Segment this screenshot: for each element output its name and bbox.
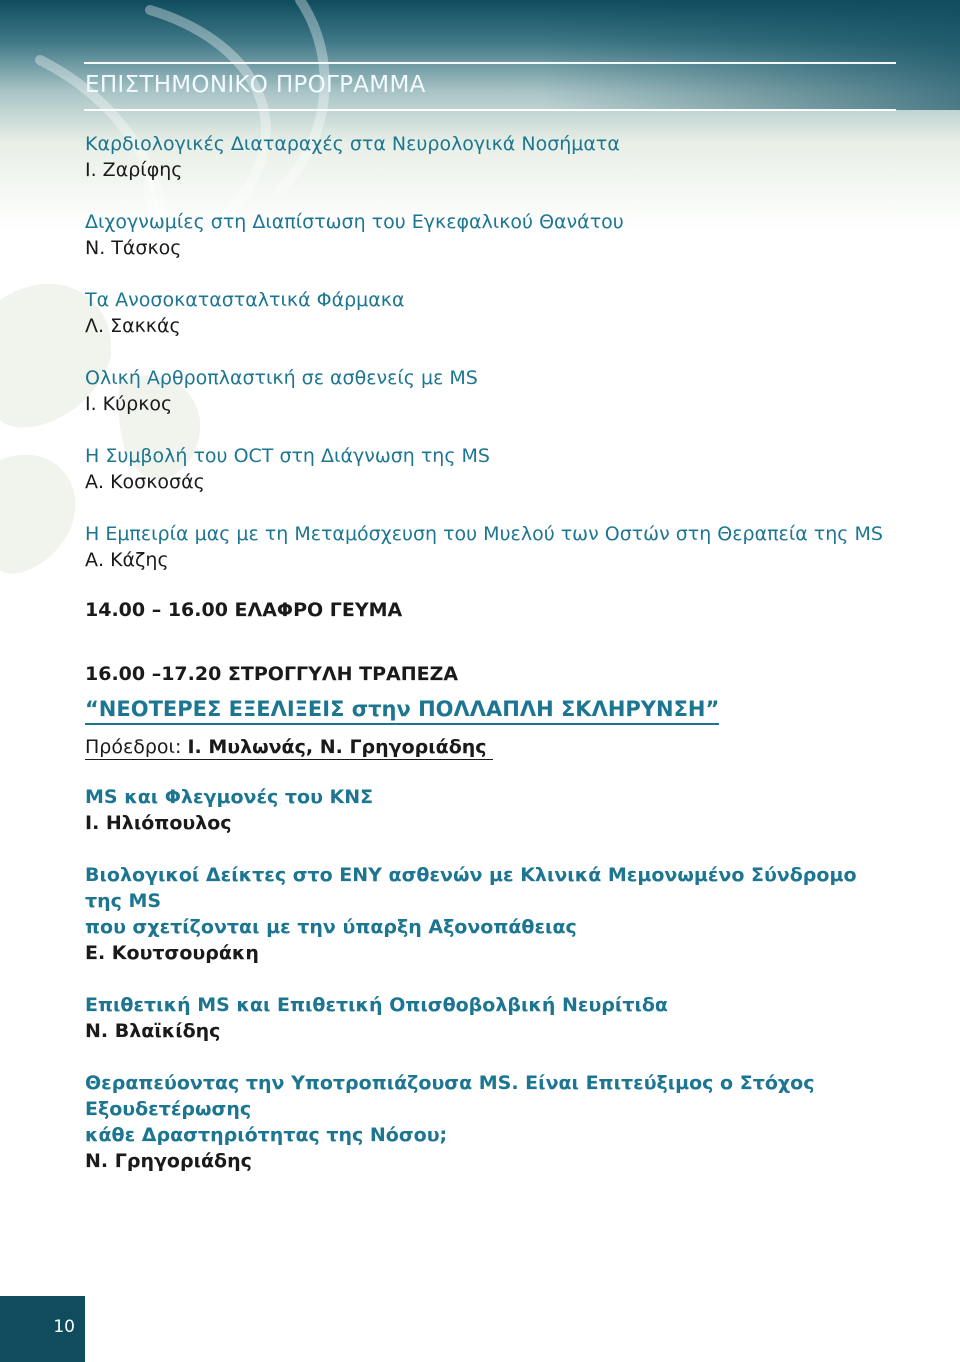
talk-item	[85, 287, 900, 339]
talk-item	[85, 1070, 900, 1174]
round-table-title: “ΝΕΟΤΕΡΕΣ ΕΞΕΛΙΞΕΙΣ στην ΠΟΛΛΑΠΛΗ ΣΚΛΗΡΥΝΣΗ”	[85, 695, 719, 725]
talk-author: Λ. Σακκάς	[85, 315, 181, 337]
program-content	[85, 131, 900, 1200]
talk-title-line-1: Βιολογικοί Δείκτες στο ΕΝΥ ασθενών με Κλινικά Μεμονωμένο Σύνδρομο της MS	[85, 864, 857, 912]
talk-author: Α. Κοσκοσάς	[85, 471, 205, 493]
talk-title: Η Εμπειρία μας με τη Μεταμόσχευση του Μυελού των Οστών στη Θεραπεία της MS	[85, 523, 883, 545]
header-rule-bottom	[84, 109, 896, 111]
talk-item	[85, 784, 900, 836]
talk-author: Ν. Γρηγοριάδης	[85, 1150, 252, 1172]
talk-author: Ι. Ηλιόπουλος	[85, 812, 232, 834]
chairs-label: Πρόεδροι:	[85, 736, 182, 758]
chairs-names: Ι. Μυλωνάς, Ν. Γρηγοριάδης	[187, 736, 487, 758]
header-shade	[540, 0, 960, 110]
talk-title: Ολική Αρθροπλαστική σε ασθενείς με MS	[85, 367, 478, 389]
talk-author: Ε. Κουτσουράκη	[85, 942, 259, 964]
talk-title-line-2: που σχετίζονται με την ύπαρξη Αξονοπάθειας	[85, 916, 577, 938]
talk-author: Ν. Βλαϊκίδης	[85, 1020, 221, 1042]
talk-item	[85, 209, 900, 261]
talk-author: Ν. Τάσκος	[85, 237, 182, 259]
talk-title-line-2: κάθε Δραστηριότητας της Νόσου;	[85, 1124, 448, 1146]
talk-title: Διχογνωμίες στη Διαπίστωση του Εγκεφαλικού Θανάτου	[85, 211, 624, 233]
talk-title: Καρδιολογικές Διαταραχές στα Νευρολογικά Νοσήματα	[85, 133, 620, 155]
talk-title: Επιθετική MS και Επιθετική Οπισθοβολβική Νευρίτιδα	[85, 994, 668, 1016]
talk-title: Η Συμβολή του OCT στη Διάγνωση της MS	[85, 445, 490, 467]
talk-item	[85, 131, 900, 183]
round-table-time: 16.00 –17.20 ΣΤΡΟΓΓΥΛΗ ΤΡΑΠΕΖΑ	[85, 663, 459, 685]
talk-item	[85, 443, 900, 495]
talk-item	[85, 365, 900, 417]
talk-author: Α. Κάζης	[85, 549, 169, 571]
talk-title: MS και Φλεγμονές του ΚΝΣ	[85, 786, 374, 808]
chairs-line	[85, 735, 493, 760]
talk-title: Τα Ανοσοκατασταλτικά Φάρμακα	[85, 289, 405, 311]
talk-item	[85, 862, 900, 966]
talk-title-line-1: Θεραπεύοντας την Υποτροπιάζουσα MS. Είναι Επιτεύξιμος ο Στόχος Εξουδετέρωσης	[85, 1072, 815, 1120]
talk-author: Ι. Κύρκος	[85, 393, 173, 415]
talk-item	[85, 521, 900, 573]
talk-item	[85, 992, 900, 1044]
lunch-break: 14.00 – 16.00 ΕΛΑΦΡΟ ΓΕΥΜΑ	[85, 599, 403, 621]
page-number: 10	[53, 1317, 75, 1337]
header-rule-top	[84, 62, 896, 64]
talk-author: Ι. Ζαρίφης	[85, 159, 183, 181]
page-title: ΕΠΙΣΤΗΜΟΝΙΚΟ ΠΡΟΓΡΑΜΜΑ	[85, 72, 426, 98]
